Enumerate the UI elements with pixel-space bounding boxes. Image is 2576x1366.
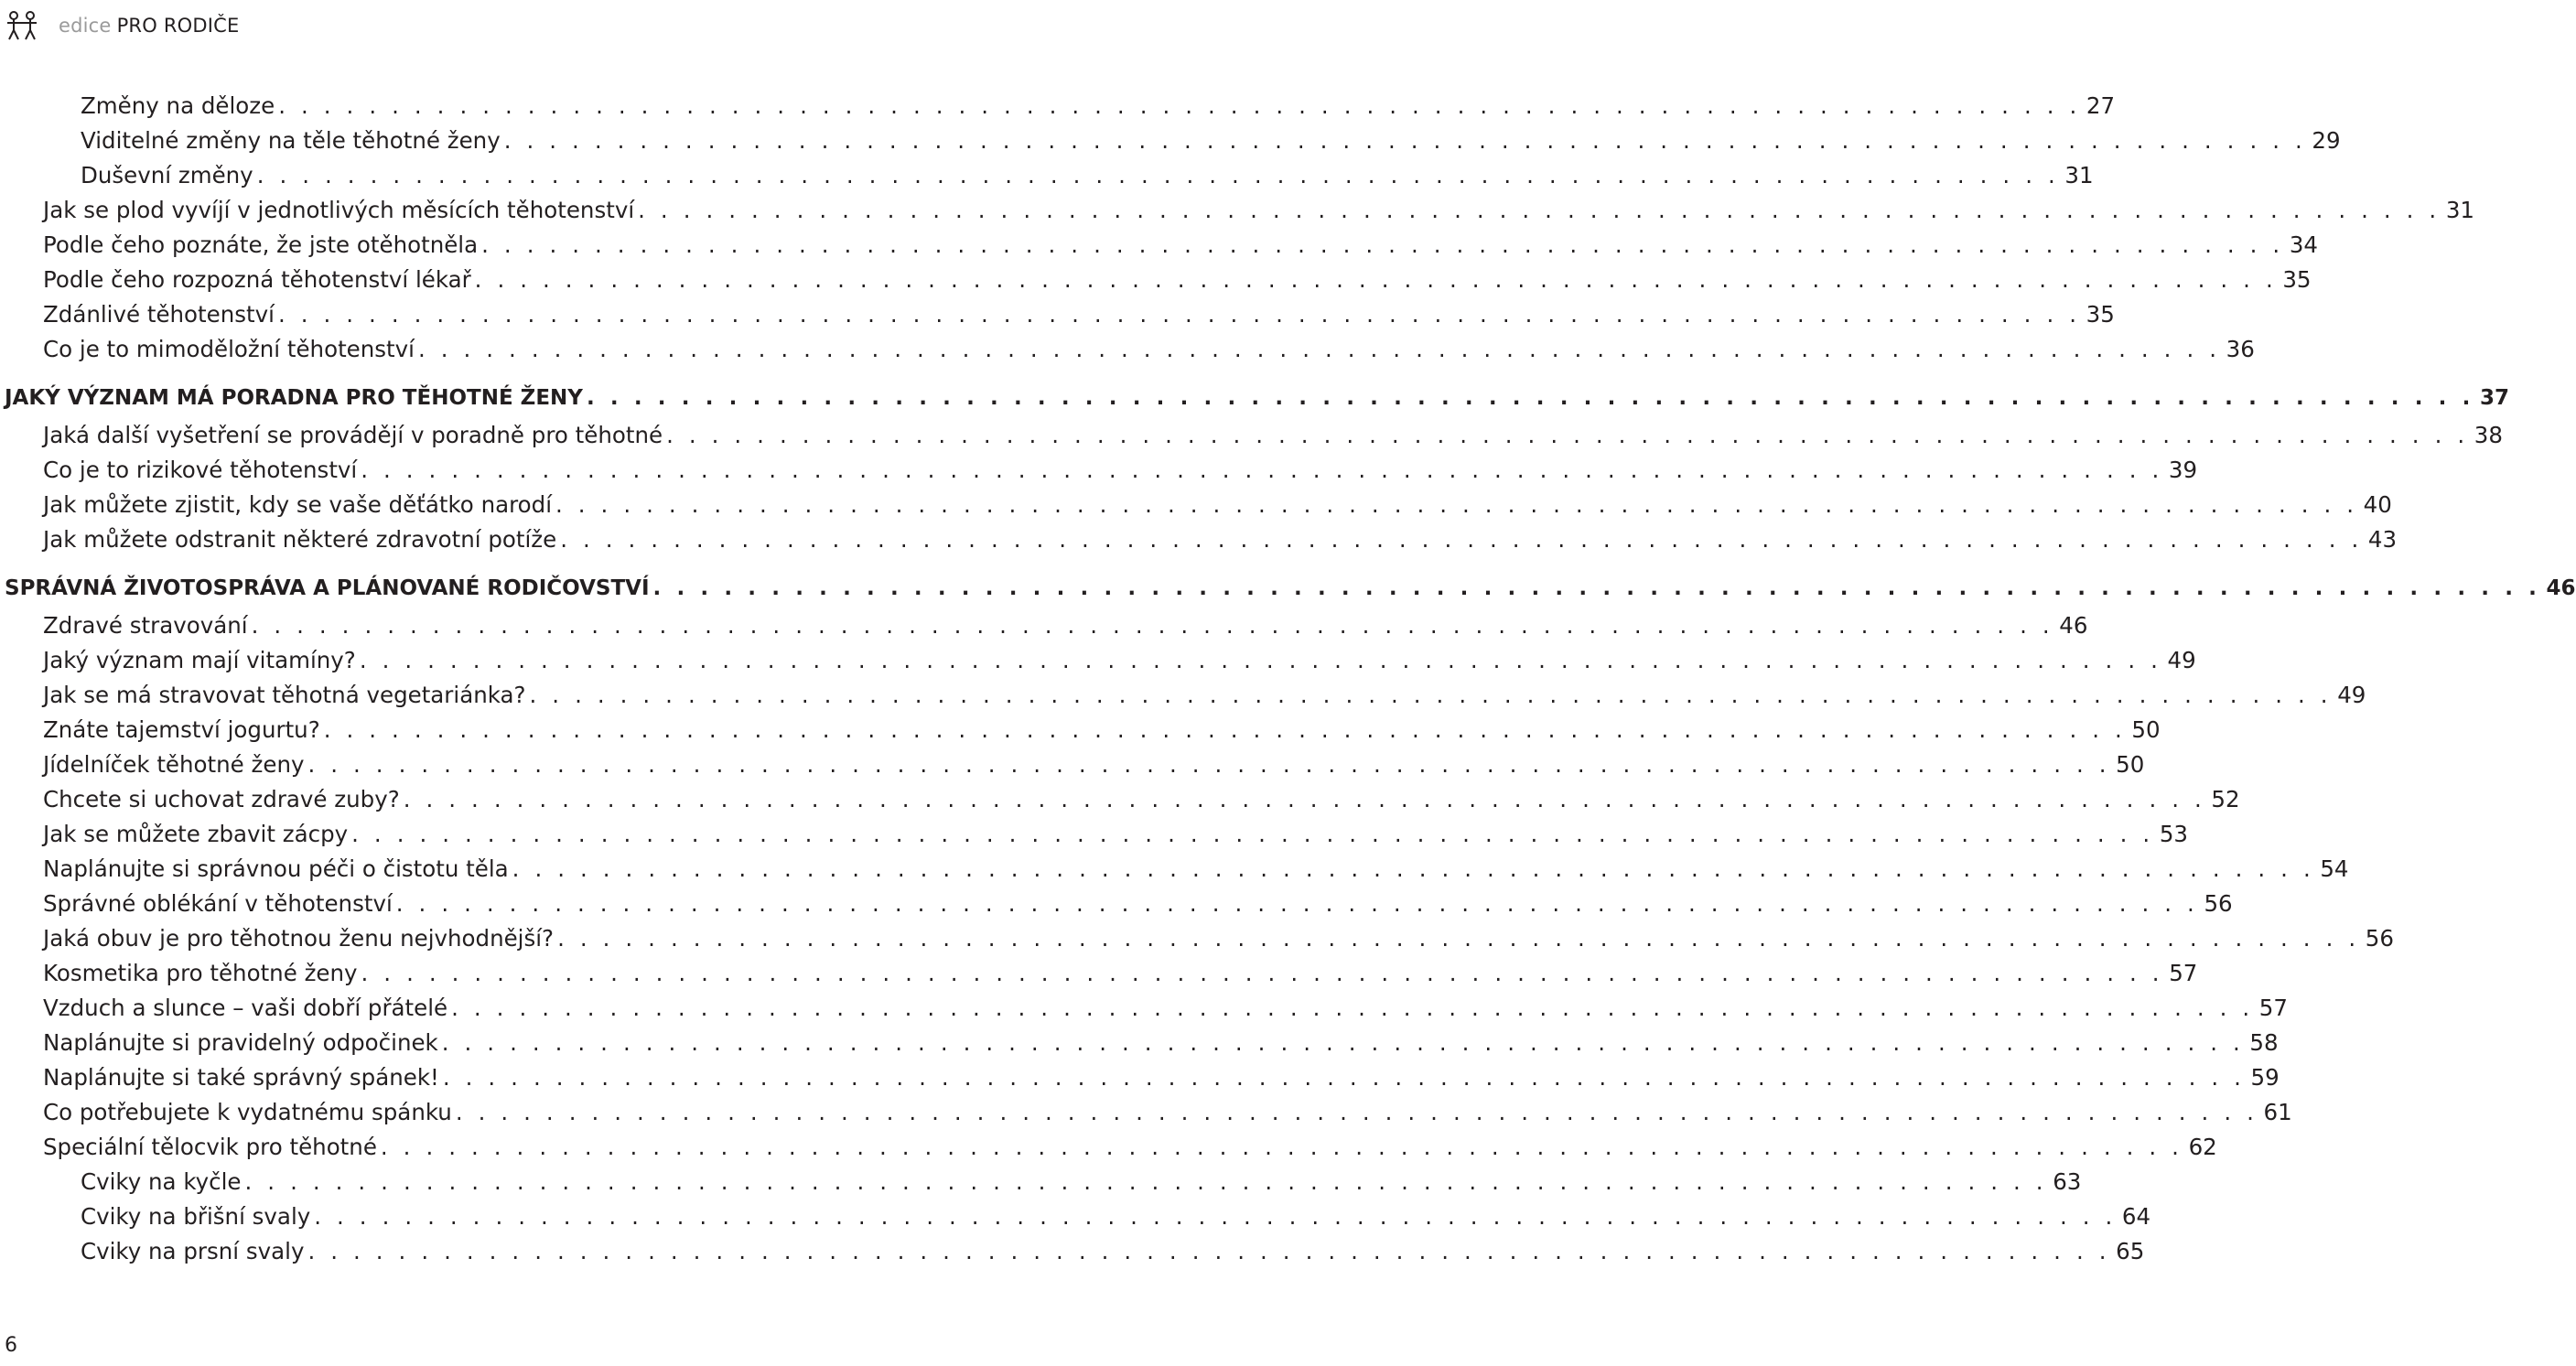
toc-entry-page: 38 <box>2474 422 2503 448</box>
toc-entry-page: 57 <box>2258 995 2288 1021</box>
toc-entry-title: Naplánujte si pravidelný odpočinek <box>43 1029 438 1056</box>
toc-entry-title: Co je to mimoděložní těhotenství <box>43 336 415 362</box>
toc-entry-title: Jídelníček těhotné ženy <box>43 751 305 778</box>
toc-entry <box>43 890 2233 923</box>
toc-entry <box>43 301 2115 334</box>
toc-entry <box>43 960 2198 993</box>
toc-entry-page: 49 <box>2337 682 2366 708</box>
dot-leader: . . . . . . . . . . . . . . . . . . . . . . . . . . . . . . . . . . . . . . . . . . . . . . . . . . . . . . . . . . . . . . . . . . . . . . . . . . . . . . . . <box>555 491 2358 518</box>
toc-entry <box>43 491 2392 524</box>
toc-entry-page: 56 <box>2204 890 2233 917</box>
toc-entry-page: 50 <box>2131 716 2161 743</box>
dot-leader: . . . . . . . . . . . . . . . . . . . . . . . . . . . . . . . . . . . . . . . . . . . . . . . . . . . . . . . . . . . . . . . . . . . . . . . . . . . . . . . . <box>481 231 2284 258</box>
dot-leader: . . . . . . . . . . . . . . . . . . . . . . . . . . . . . . . . . . . . . . . . . . . . . . . . . . . . . . . . . . . . . . . . . . . . . . . . . . . . . . . . <box>441 1029 2245 1056</box>
toc-entry <box>81 1238 2145 1271</box>
toc-entry <box>43 457 2198 489</box>
dot-leader: . . . . . . . . . . . . . . . . . . . . . . . . . . . . . . . . . . . . . . . . . . . . . . . . . . . . . . . . . . . . . . . . . . . . . . . . . . . . . . . . <box>442 1064 2246 1091</box>
toc-entry-title: Jak můžete odstranit některé zdravotní potíže <box>43 526 557 553</box>
dot-leader: . . . . . . . . . . . . . . . . . . . . . . . . . . . . . . . . . . . . . . . . . . . . . . . . . . . . . . . . . . . . . . . . . . . . . . . . . . . . . . . . <box>666 422 2469 448</box>
toc-entry-title: Jaká obuv je pro těhotnou ženu nejvhodnější? <box>43 925 555 952</box>
toc-entry-page: 31 <box>2445 197 2474 223</box>
toc-entry-page: 35 <box>2086 301 2115 328</box>
dot-leader: . . . . . . . . . . . . . . . . . . . . . . . . . . . . . . . . . . . . . . . . . . . . . . . . . . . . . . . . . . . . . . . . . . . . . . . . . . . . . . . . <box>314 1203 2117 1230</box>
toc-entry <box>43 1029 2279 1062</box>
toc-entry-page: 46 <box>2546 576 2576 600</box>
toc-entry-page: 64 <box>2121 1203 2151 1230</box>
dot-leader: . . . . . . . . . . . . . . . . . . . . . . . . . . . . . . . . . . . . . . . . . . . . . . . . . . . . . . . . . . . . . . . . . . . . . . . . . . . . . . . . <box>307 751 2111 778</box>
toc-entry <box>43 786 2240 819</box>
toc-entry <box>43 612 2088 645</box>
two-children-figures-icon <box>5 10 40 41</box>
page-number: 6 <box>5 1334 17 1357</box>
dot-leader: . . . . . . . . . . . . . . . . . . . . . . . . . . . . . . . . . . . . . . . . . . . . . . . . . . . . . . . . . . . . . . . . . . . . . . . . . . . . . . . . <box>512 855 2315 882</box>
dot-leader: . . . . . . . . . . . . . . . . . . . . . . . . . . . . . . . . . . . . . . . . . . . . . . . . . . . . . . . . . . . . . . . . . . . . . . . . . . . . . . . . <box>417 336 2221 362</box>
toc-entry-title: Vzduch a slunce – vaši dobří přátelé <box>43 995 448 1021</box>
toc-entry <box>81 162 2094 195</box>
toc-entry <box>43 925 2394 958</box>
toc-entry-page: 39 <box>2168 457 2198 483</box>
toc-entry-page: 35 <box>2282 266 2312 293</box>
toc-entry-page: 50 <box>2116 751 2145 778</box>
dot-leader: . . . . . . . . . . . . . . . . . . . . . . . . . . . . . . . . . . . . . . . . . . . . . . . . . . . . . . . . . . . . . . . . . . . . . . . . . . . . . . . . <box>455 1099 2258 1125</box>
toc-entry-page: 46 <box>2059 612 2088 639</box>
toc-entry-title: Viditelné změny na těle těhotné ženy <box>81 127 501 154</box>
toc-entry <box>43 1099 2292 1132</box>
toc-entry-page: 29 <box>2312 127 2341 154</box>
toc-entry-title: Co potřebujete k vydatnému spánku <box>43 1099 452 1125</box>
toc-entry <box>43 1064 2280 1097</box>
toc-entry-title: Jaká další vyšetření se provádějí v poradně pro těhotné <box>43 422 663 448</box>
dot-leader: . . . . . . . . . . . . . . . . . . . . . . . . . . . . . . . . . . . . . . . . . . . . . . . . . . . . . . . . . . . . . . . . . . . . . . . . . . . . . . . . <box>529 682 2333 708</box>
dot-leader: . . . . . . . . . . . . . . . . . . . . . . . . . . . . . . . . . . . . . . . . . . . . . . . . . . . . . . . . . . . . . . . . . . . . . . . . . . . . . . . . <box>361 457 2163 483</box>
toc-entry <box>81 1203 2151 1236</box>
toc-entry <box>81 127 2341 160</box>
dot-leader: . . . . . . . . . . . . . . . . . . . . . . . . . . . . . . . . . . . . . . . . . . . . . . . . . . . . . . . . . . . . . . . . . . . . . . . . . . . . . . . . <box>586 386 2474 410</box>
toc-entry-title: Chcete si uchovat zdravé zuby? <box>43 786 400 812</box>
toc-entry <box>43 682 2366 715</box>
toc-entry-title: Jak se má stravovat těhotná vegetariánka? <box>43 682 526 708</box>
toc-entry <box>43 231 2318 264</box>
toc-entry-page: 54 <box>2320 855 2349 882</box>
dot-leader: . . . . . . . . . . . . . . . . . . . . . . . . . . . . . . . . . . . . . . . . . . . . . . . . . . . . . . . . . . . . . . . . . . . . . . . . . . . . . . . . <box>244 1168 2048 1195</box>
toc-entry-page: 56 <box>2365 925 2394 952</box>
toc-section-heading <box>5 576 2576 609</box>
toc-entry-title: Jaký význam mají vitamíny? <box>43 647 356 673</box>
toc-entry-page: 43 <box>2367 526 2398 553</box>
toc-entry-title: Podle čeho poznáte, že jste otěhotněla <box>43 231 479 258</box>
toc-entry-title: Naplánujte si správnou péči o čistotu těla <box>43 855 509 882</box>
toc-entry-title: Cviky na břišní svaly <box>81 1203 311 1230</box>
toc-entry <box>43 197 2474 230</box>
dot-leader: . . . . . . . . . . . . . . . . . . . . . . . . . . . . . . . . . . . . . . . . . . . . . . . . . . . . . . . . . . . . . . . . . . . . . . . . . . . . . . . . <box>652 576 2541 600</box>
toc-entry <box>43 266 2312 299</box>
toc-entry <box>43 995 2288 1027</box>
toc-entry <box>43 1134 2217 1167</box>
toc-section-heading <box>5 386 2509 419</box>
toc-entry <box>43 855 2349 888</box>
page-header <box>5 7 239 44</box>
dot-leader: . . . . . . . . . . . . . . . . . . . . . . . . . . . . . . . . . . . . . . . . . . . . . . . . . . . . . . . . . . . . . . . . . . . . . . . . . . . . . . . . <box>256 162 2060 188</box>
dot-leader: . . . . . . . . . . . . . . . . . . . . . . . . . . . . . . . . . . . . . . . . . . . . . . . . . . . . . . . . . . . . . . . . . . . . . . . . . . . . . . . . <box>638 197 2441 223</box>
toc-entry-page: 61 <box>2263 1099 2292 1125</box>
toc-entry-title: Cviky na prsní svaly <box>81 1238 305 1264</box>
dot-leader: . . . . . . . . . . . . . . . . . . . . . . . . . . . . . . . . . . . . . . . . . . . . . . . . . . . . . . . . . . . . . . . . . . . . . . . . . . . . . . . . <box>503 127 2307 154</box>
toc-entry <box>43 526 2398 559</box>
toc-entry-page: 27 <box>2086 92 2116 119</box>
toc-entry <box>43 422 2503 455</box>
dot-leader: . . . . . . . . . . . . . . . . . . . . . . . . . . . . . . . . . . . . . . . . . . . . . . . . . . . . . . . . . . . . . . . . . . . . . . . . . . . . . . . . <box>351 821 2154 847</box>
toc-entry-page: 37 <box>2479 386 2509 410</box>
toc-entry-page: 62 <box>2188 1134 2217 1160</box>
toc-entry <box>43 716 2161 749</box>
toc-entry-title: Naplánujte si také správný spánek! <box>43 1064 439 1091</box>
toc-entry-title: Změny na děloze <box>81 92 275 119</box>
toc-entry-title: Znáte tajemství jogurtu? <box>43 716 320 743</box>
toc-entry-title: Duševní změny <box>81 162 253 188</box>
dot-leader: . . . . . . . . . . . . . . . . . . . . . . . . . . . . . . . . . . . . . . . . . . . . . . . . . . . . . . . . . . . . . . . . . . . . . . . . . . . . . . . . <box>359 647 2162 673</box>
toc-entry-title: Co je to rizikové těhotenství <box>43 457 358 483</box>
toc-entry-page: 63 <box>2053 1168 2082 1195</box>
toc-entry-title: JAKÝ VÝZNAM MÁ PORADNA PRO TĚHOTNÉ ŽENY <box>5 386 583 410</box>
edition-title <box>59 15 239 37</box>
dot-leader: . . . . . . . . . . . . . . . . . . . . . . . . . . . . . . . . . . . . . . . . . . . . . . . . . . . . . . . . . . . . . . . . . . . . . . . . . . . . . . . . <box>395 890 2199 917</box>
dot-leader: . . . . . . . . . . . . . . . . . . . . . . . . . . . . . . . . . . . . . . . . . . . . . . . . . . . . . . . . . . . . . . . . . . . . . . . . . . . . . . . . <box>380 1134 2183 1160</box>
toc-entry <box>43 751 2145 784</box>
toc-entry-page: 49 <box>2167 647 2196 673</box>
toc-entry-title: Zdánlivé těhotenství <box>43 301 275 328</box>
dot-leader: . . . . . . . . . . . . . . . . . . . . . . . . . . . . . . . . . . . . . . . . . . . . . . . . . . . . . . . . . . . . . . . . . . . . . . . . . . . . . . . . <box>277 301 2081 328</box>
toc-entry-title: Kosmetika pro těhotné ženy <box>43 960 358 986</box>
dot-leader: . . . . . . . . . . . . . . . . . . . . . . . . . . . . . . . . . . . . . . . . . . . . . . . . . . . . . . . . . . . . . . . . . . . . . . . . . . . . . . . . <box>474 266 2278 293</box>
dot-leader: . . . . . . . . . . . . . . . . . . . . . . . . . . . . . . . . . . . . . . . . . . . . . . . . . . . . . . . . . . . . . . . . . . . . . . . . . . . . . . . . <box>251 612 2054 639</box>
toc-entry-page: 59 <box>2250 1064 2280 1091</box>
dot-leader: . . . . . . . . . . . . . . . . . . . . . . . . . . . . . . . . . . . . . . . . . . . . . . . . . . . . . . . . . . . . . . . . . . . . . . . . . . . . . . . . <box>323 716 2127 743</box>
dot-leader: . . . . . . . . . . . . . . . . . . . . . . . . . . . . . . . . . . . . . . . . . . . . . . . . . . . . . . . . . . . . . . . . . . . . . . . . . . . . . . . . <box>560 526 2363 553</box>
toc-entry-title: Podle čeho rozpozná těhotenství lékař <box>43 266 471 293</box>
dot-leader: . . . . . . . . . . . . . . . . . . . . . . . . . . . . . . . . . . . . . . . . . . . . . . . . . . . . . . . . . . . . . . . . . . . . . . . . . . . . . . . . <box>451 995 2254 1021</box>
dot-leader: . . . . . . . . . . . . . . . . . . . . . . . . . . . . . . . . . . . . . . . . . . . . . . . . . . . . . . . . . . . . . . . . . . . . . . . . . . . . . . . . <box>361 960 2164 986</box>
toc-entry <box>81 92 2116 125</box>
toc-entry-page: 34 <box>2289 231 2318 258</box>
dot-leader: . . . . . . . . . . . . . . . . . . . . . . . . . . . . . . . . . . . . . . . . . . . . . . . . . . . . . . . . . . . . . . . . . . . . . . . . . . . . . . . . <box>403 786 2206 812</box>
series-name: PRO RODIČE <box>116 15 240 37</box>
toc-entry-page: 40 <box>2363 491 2392 518</box>
toc-entry-title: Zdravé stravování <box>43 612 248 639</box>
toc-entry-page: 53 <box>2159 821 2189 847</box>
toc-entry <box>43 647 2196 680</box>
toc-entry-title: Cviky na kyčle <box>81 1168 242 1195</box>
toc-entry-page: 31 <box>2064 162 2094 188</box>
toc-entry <box>81 1168 2082 1201</box>
toc-entry-page: 57 <box>2169 960 2198 986</box>
dot-leader: . . . . . . . . . . . . . . . . . . . . . . . . . . . . . . . . . . . . . . . . . . . . . . . . . . . . . . . . . . . . . . . . . . . . . . . . . . . . . . . . <box>307 1238 2111 1264</box>
toc-entry-title: Jak se můžete zbavit zácpy <box>43 821 349 847</box>
toc-entry <box>43 336 2255 369</box>
toc-entry-page: 65 <box>2116 1238 2145 1264</box>
dot-leader: . . . . . . . . . . . . . . . . . . . . . . . . . . . . . . . . . . . . . . . . . . . . . . . . . . . . . . . . . . . . . . . . . . . . . . . . . . . . . . . . <box>278 92 2081 119</box>
toc-entry <box>43 821 2189 854</box>
toc-entry-title: Speciální tělocvik pro těhotné <box>43 1134 377 1160</box>
edition-word: edice <box>59 15 112 37</box>
toc-entry-page: 52 <box>2211 786 2240 812</box>
toc-entry-title: Jak můžete zjistit, kdy se vaše děťátko narodí <box>43 491 552 518</box>
toc-entry-page: 58 <box>2249 1029 2279 1056</box>
dot-leader: . . . . . . . . . . . . . . . . . . . . . . . . . . . . . . . . . . . . . . . . . . . . . . . . . . . . . . . . . . . . . . . . . . . . . . . . . . . . . . . . <box>557 925 2360 952</box>
toc-entry-page: 36 <box>2226 336 2255 362</box>
toc-entry-title: SPRÁVNÁ ŽIVOTOSPRÁVA A PLÁNOVANÉ RODIČOVSTVÍ <box>5 576 650 600</box>
toc-entry-title: Správné oblékání v těhotenství <box>43 890 393 917</box>
toc-entry-title: Jak se plod vyvíjí v jednotlivých měsících těhotenství <box>43 197 635 223</box>
